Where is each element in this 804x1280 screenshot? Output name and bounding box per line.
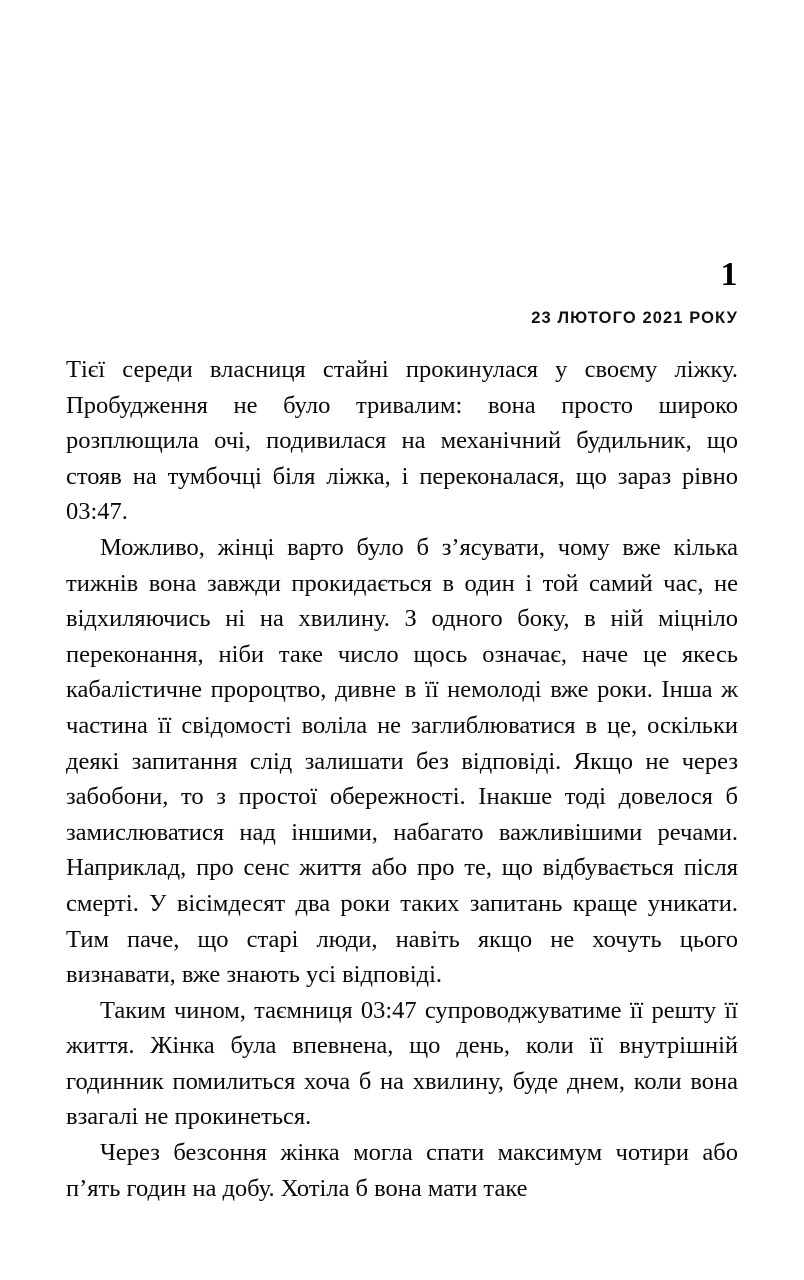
- paragraph: Через безсоння жінка могла спати максимум чотири або п’ять годин на добу. Хотіла б вона мати таке: [66, 1139, 738, 1202]
- body-text: [66, 352, 738, 1206]
- paragraph: Таким чином, таємниця 03:47 супроводжуватиме її решту її життя. Жінка була впевнена, що день, коли її внутрішній годинник помилиться хоча б на хвилину, буде днем, коли вона взагалі не прокинеться.: [66, 996, 738, 1131]
- paragraph: Можливо, жінці варто було б з’ясувати, чому вже кілька тижнів вона завжди прокидається в один і той самий час, не відхиляючись ні на хвилину. З одного боку, в ній міцніло переконання, ніби таке число щось означає, наче це якесь кабалістичне пророцтво, дивне в її немолоді вже роки. Інша ж частина її свідомості воліла не заглиблюватися в це, оскільки деякі запитання слід залишати без відповіді. Якщо не через забобони, то з простої обережності. Інакше тоді довелося б замислюватися над іншими, набагато важливішими речами. Наприклад, про сенс життя або про те, що відбувається після смерті. У вісімдесят два роки таких запитань краще уникати. Тим паче, що старі люди, навіть якщо не хочуть цього визнавати, вже знають усі відповіді.: [66, 533, 738, 989]
- chapter-date: 23 ЛЮТОГО 2021 РОКУ: [531, 309, 738, 327]
- paragraph: Тієї середи власниця стайні прокинулася у своєму ліжку. Пробудження не було тривалим: вона просто широко розплющила очі, подивилася на механічний будильник, що стояв на тумбочці біля ліжка, і переконалася, що зараз рівно 03:47.: [66, 356, 738, 526]
- chapter-number: 1: [720, 256, 738, 293]
- chapter-header: [66, 0, 738, 328]
